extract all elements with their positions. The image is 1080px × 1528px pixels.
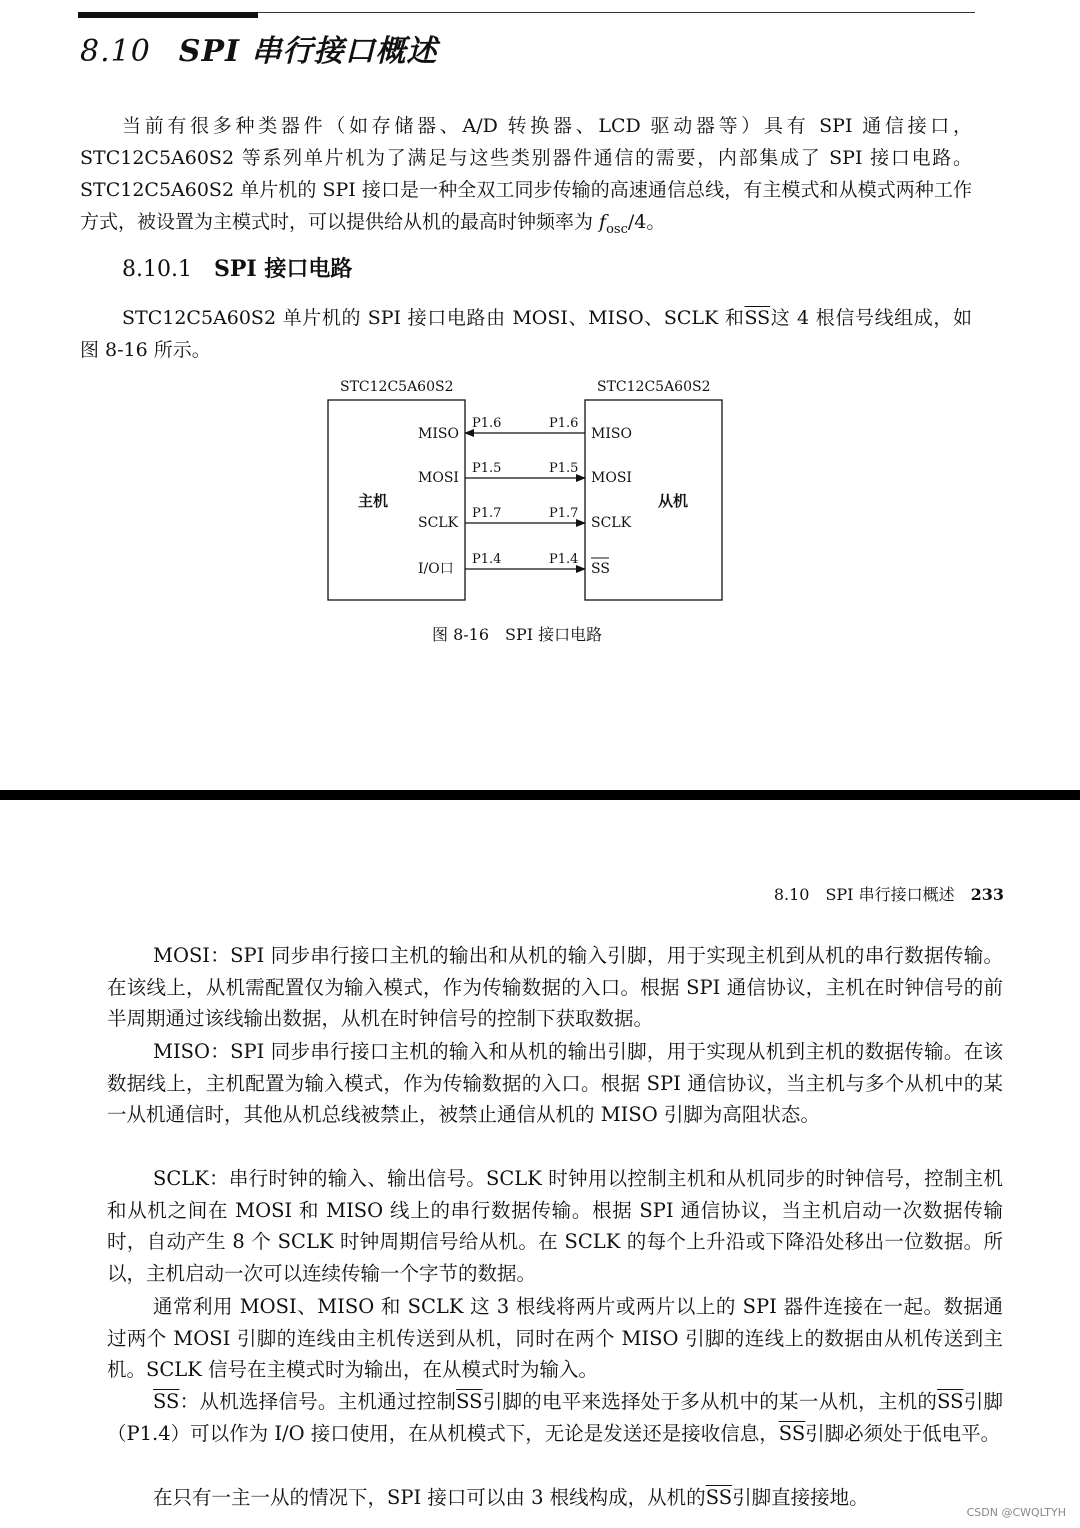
ss-term: $\overline{SS}$ — [153, 1390, 180, 1413]
ss-paragraph — [107, 1386, 1003, 1449]
page-number: 233 — [970, 885, 1004, 904]
ss-term: $\overline{SS}$ — [778, 1421, 806, 1445]
master-pin-io: I/O口 — [418, 561, 454, 577]
subsection-title — [122, 252, 352, 283]
watermark: CSDN @CWQLTYH — [966, 1506, 1066, 1519]
subsection-title-text: SPI 接口电路 — [213, 256, 353, 282]
subsection-intro-a: STC12C5A60S2 单片机的 SPI 接口电路由 MOSI、MISO、SCLK 和 — [122, 307, 745, 329]
section-title-text: SPI 串行接口概述 — [178, 34, 438, 69]
slave-label: 从机 — [658, 492, 689, 510]
fosc-subscript: osc — [606, 221, 628, 237]
subsection-intro-b: 这 4 根信号线组成，如图 8-16 所示。 — [80, 307, 972, 361]
running-header-section: 8.10 SPI 串行接口概述 — [773, 885, 955, 904]
mosi-paragraph: MOSI：SPI 同步串行接口主机的输出和从机的输入引脚，用于实现主机到从机的串行数据传输。在该线上，从机需配置仅为输入模式，作为传输数据的入口。根据 SPI 通信协议，主机在时钟信号的前半周期通过该线输出数据，从机在时钟信号的控制下获取数据。 — [107, 944, 1003, 1031]
single-text-a: 在只有一主一从的情况下，SPI 接口可以由 3 根线构成，从机的 — [153, 1486, 706, 1509]
slave-port-p17: P1.7 — [549, 506, 579, 521]
header-bar — [78, 12, 258, 18]
master-pin-sclk: SCLK — [418, 515, 459, 531]
bleed-through — [600, 0, 606, 22]
ss-text-b: 引脚的电平来选择处于多从机中的某一从机，主机的 — [482, 1390, 938, 1413]
slave-port-p14: P1.4 — [549, 552, 579, 567]
slave-pin-sclk: SCLK — [591, 515, 632, 531]
slave-port-p16: P1.6 — [549, 416, 579, 431]
page-divider — [0, 790, 1080, 800]
master-pin-mosi: MOSI — [418, 470, 459, 486]
section-number: 8.10 — [80, 34, 151, 69]
intro-text: 当前有很多种类器件（如存储器、A/D 转换器、LCD 驱动器等）具有 SPI 通信接口，STC12C5A60S2 等系列单片机为了满足与这些类别器件通信的需要，内部集成了 SPI 接口电路。STC12C5A60S2 单片机的 SPI 接口是一种全双工同步传输的高速通信总线，有主模式和从模式两种工作方式，被设置为主模式时，可以提供给从机的最高时钟频率为 — [80, 115, 972, 233]
single-slave-paragraph — [107, 1482, 1003, 1514]
chip-label-master: STC12C5A60S2 — [340, 379, 454, 395]
figure-caption: 图 8-16 SPI 接口电路 — [432, 625, 603, 644]
slave-port-p15: P1.5 — [549, 461, 579, 476]
single-text-b: 引脚直接接地。 — [732, 1486, 869, 1509]
spi-circuit-diagram — [320, 372, 740, 612]
usage-paragraph: 通常利用 MOSI、MISO 和 SCLK 这 3 根线将两片或两片以上的 SPI 器件连接在一起。数据通过两个 MOSI 引脚的连线由主机传送到从机，同时在两个 MISO 引脚的连线上的数据由从机传送到主机。SCLK 信号在主模式时为输出，在从模式时为输入。 — [107, 1295, 1003, 1382]
fosc-tail: /4。 — [627, 211, 666, 233]
ss-text-c: 引脚（P1.4）可以作为 I/O 接口使用，在从机模式下，无论是发送还是接收信息， — [107, 1390, 1003, 1445]
running-header — [774, 882, 1004, 905]
miso-paragraph: MISO：SPI 同步串行接口主机的输入和从机的输出引脚，用于实现从机到主机的数据传输。在该数据线上，主机配置为输入模式，作为传输数据的入口。根据 SPI 通信协议，当主机与多个从机中的某一从机通信时，其他从机总线被禁止，被禁止通信从机的 MISO 引脚为高阻状态。 — [107, 1040, 1003, 1127]
ss-term: $\overline{SS}$ — [456, 1390, 483, 1413]
subsection-intro — [80, 302, 972, 366]
master-port-p15: P1.5 — [472, 461, 502, 476]
intro-paragraph — [80, 110, 972, 246]
master-pin-miso: MISO — [418, 426, 459, 442]
ss-text-a: ：从机选择信号。主机通过控制 — [179, 1390, 457, 1413]
slave-pin-mosi: MOSI — [591, 470, 632, 486]
sclk-paragraph: SCLK：串行时钟的输入、输出信号。SCLK 时钟用以控制主机和从机同步的时钟信号，控制主机和从机之间在 MOSI 和 MISO 线上的串行数据传输。根据 SPI 通信协议，当主机启动一次数据传输时，自动产生 8 个 SCLK 时钟周期信号给从机。在 SCLK 的每个上升沿或下降沿处移出一位数据。所以，主机启动一次可以连续传输一个字节的数据。 — [107, 1167, 1003, 1285]
master-port-p16: P1.6 — [472, 416, 502, 431]
section-title — [80, 26, 438, 70]
ss-term: $\overline{SS}$ — [937, 1390, 964, 1413]
ss-overline-text: $\overline{SS}$ — [744, 307, 771, 329]
master-port-p17: P1.7 — [472, 506, 502, 521]
ss-term: $\overline{SS}$ — [705, 1486, 733, 1509]
fosc-symbol: f — [599, 211, 607, 233]
master-label: 主机 — [358, 492, 389, 510]
ss-text-d: 引脚必须处于低电平。 — [805, 1421, 1001, 1445]
slave-pin-ss: SS — [591, 561, 610, 577]
subsection-number: 8.10.1 — [122, 257, 192, 282]
master-port-p14: P1.4 — [472, 552, 502, 567]
slave-pin-miso: MISO — [591, 426, 632, 442]
chip-label-slave: STC12C5A60S2 — [597, 379, 711, 395]
